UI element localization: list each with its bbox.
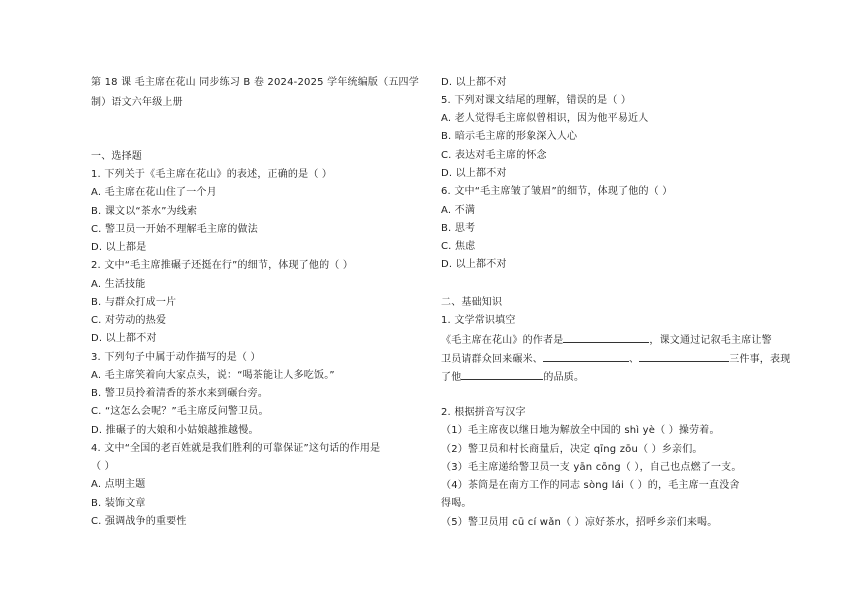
q2-stem: 2. 文中“毛主席推碾子还挺在行”的细节，体现了他的（ ）: [91, 260, 354, 271]
q6-option-d: D. 以上都不对: [441, 259, 507, 270]
q4-stem-line1: 4. 文中“全国的老百姓就是我们胜利的可靠保证”这句话的作用是: [91, 443, 381, 454]
s2-q2-item4-line1: （4）茶筒是在南方工作的同志 sòng lái（ ）的，毛主席一直没舍: [441, 480, 740, 491]
q3-option-c: C. “这怎么会呢？”毛主席反问警卫员。: [91, 406, 269, 417]
answer-blank-quality[interactable]: [461, 369, 543, 380]
q4-option-d: D. 以上都不对: [441, 77, 507, 88]
fill-text: 《毛主席在花山》的作者是: [441, 335, 564, 346]
q5-option-b: B. 暗示毛主席的形象深入人心: [441, 131, 578, 142]
section2-heading: 二、基础知识: [441, 297, 503, 308]
q4-stem-line2: （ ）: [91, 461, 115, 472]
q5-option-a: A. 老人觉得毛主席似曾相识，因为他平易近人: [441, 113, 649, 124]
s2-q1-line1: [441, 332, 772, 348]
s2-q2-item3: （3）毛主席递给警卫员一支 yān cōng（ ），自己也点燃了一支。: [441, 462, 742, 473]
s2-q1-line2: [441, 351, 790, 367]
q5-stem: 5. 下列对课文结尾的理解，错误的是（ ）: [441, 95, 632, 106]
answer-blank-event2[interactable]: [543, 351, 629, 362]
answer-blank-event3[interactable]: [639, 351, 729, 362]
q6-option-a: A. 不满: [441, 205, 476, 216]
q4-option-a: A. 点明主题: [91, 479, 146, 490]
section1-heading: 一、选择题: [91, 151, 142, 162]
doc-title-line1: 第 18 课 毛主席在花山 同步练习 B 卷 2024-2025 学年统编版（五四学: [91, 77, 419, 88]
s2-q2-item5: （5）警卫员用 cū cí wǎn（ ）凉好茶水，招呼乡亲们来喝。: [441, 517, 718, 528]
s2-q1-title: 1. 文学常识填空: [441, 315, 516, 326]
fill-text: 的品质。: [543, 372, 585, 383]
fill-text: 三件事，表现: [729, 354, 791, 365]
s2-q2-item2: （2）警卫员和村长商量后，决定 qīng zōu（ ）乡亲们。: [441, 444, 703, 455]
q1-option-a: A. 毛主席在花山住了一个月: [91, 187, 217, 198]
answer-blank-author[interactable]: [563, 332, 649, 343]
q1-option-c: C. 警卫员一开始不理解毛主席的做法: [91, 224, 258, 235]
q6-option-b: B. 思考: [441, 223, 476, 234]
fill-text: 了他: [441, 372, 462, 383]
q6-option-c: C. 焦虑: [441, 241, 476, 252]
fill-text: 卫员请群众回来碾米、: [441, 354, 543, 365]
fill-text: 、: [629, 354, 640, 365]
q1-option-b: B. 课文以“茶水”为线索: [91, 206, 198, 217]
q5-option-d: D. 以上都不对: [441, 168, 507, 179]
q3-option-d: D. 推碾子的大娘和小姑娘越推越慢。: [91, 425, 259, 436]
q1-stem: 1. 下列关于《毛主席在花山》的表述，正确的是（ ）: [91, 169, 333, 180]
q3-option-a: A. 毛主席笑着向大家点头，说：“喝茶能让人多吃饭。”: [91, 370, 335, 381]
q4-option-b: B. 装饰文章: [91, 498, 146, 509]
q6-stem: 6. 文中“毛主席皱了皱眉”的细节，体现了他的（ ）: [441, 186, 673, 197]
q2-option-d: D. 以上都不对: [91, 333, 157, 344]
doc-title-line2: 制）语文六年级上册: [91, 97, 183, 108]
q2-option-b: B. 与群众打成一片: [91, 297, 177, 308]
fill-text: ，课文通过记叙毛主席让警: [649, 335, 772, 346]
q5-option-c: C. 表达对毛主席的怀念: [441, 150, 547, 161]
q2-option-a: A. 生活技能: [91, 279, 146, 290]
s2-q2-title: 2. 根据拼音写汉字: [441, 407, 526, 418]
q1-option-d: D. 以上都是: [91, 242, 147, 253]
q3-stem: 3. 下列句子中属于动作描写的是（ ）: [91, 352, 261, 363]
s2-q1-line3: [441, 369, 584, 385]
q4-option-c: C. 强调战争的重要性: [91, 516, 187, 527]
s2-q2-item1: （1）毛主席夜以继日地为解放全中国的 shì yè（ ）操劳着。: [441, 425, 720, 436]
q3-option-b: B. 警卫员拎着清香的茶水来到碾台旁。: [91, 388, 269, 399]
q2-option-c: C. 对劳动的热爱: [91, 315, 167, 326]
s2-q2-item4-line2: 得喝。: [441, 498, 472, 509]
